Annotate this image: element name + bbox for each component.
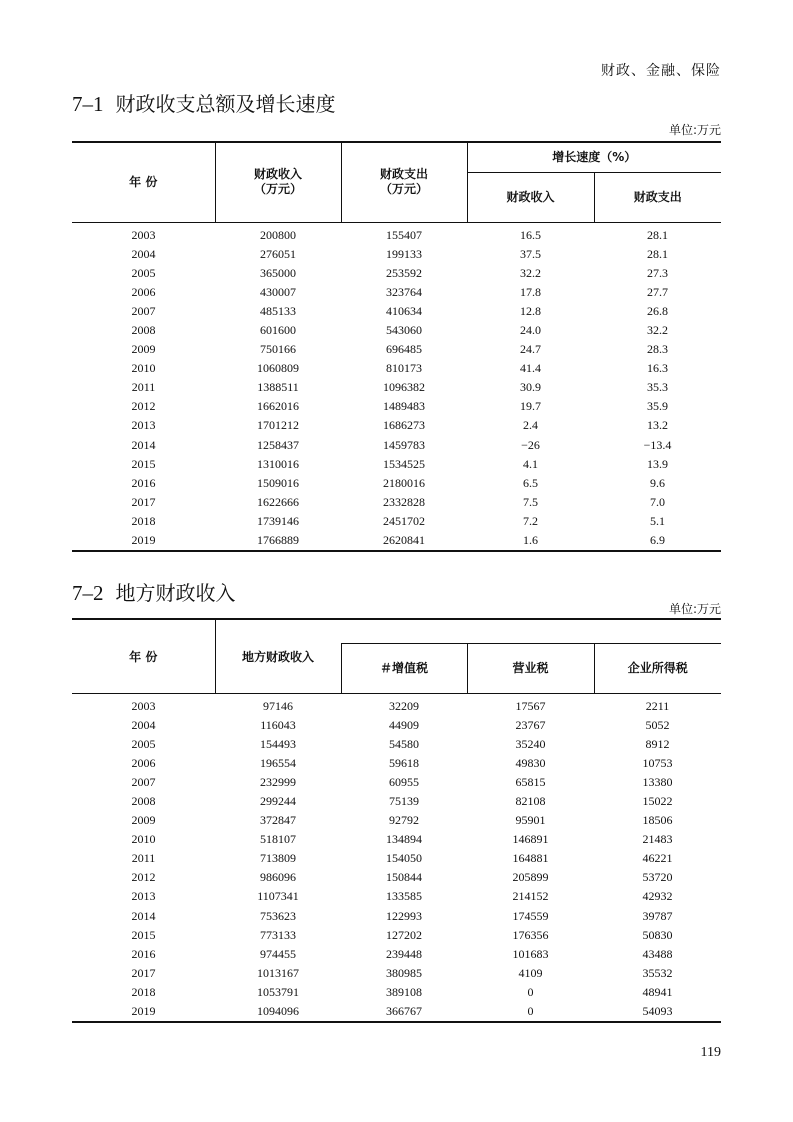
table-cell: 134894 xyxy=(386,832,422,847)
table-cell: 42932 xyxy=(642,889,673,904)
table-cell: 485133 xyxy=(260,303,296,318)
table-row xyxy=(72,964,721,983)
page-number: 119 xyxy=(700,1045,721,1060)
table-cell: 7.2 xyxy=(523,513,538,528)
table-cell: 753623 xyxy=(260,908,296,923)
table-cell: 43488 xyxy=(642,946,673,961)
table-cell: 13380 xyxy=(642,774,673,789)
table-cell: −26 xyxy=(521,437,540,452)
table-cell: 2015 xyxy=(131,927,156,942)
table-cell: 713809 xyxy=(260,851,296,866)
table-cell: 13.9 xyxy=(647,456,668,471)
table-row xyxy=(72,493,721,512)
table-cell: 19.7 xyxy=(520,399,541,414)
header-revenue-line1: 财政收入 xyxy=(253,167,302,182)
table-cell: 92792 xyxy=(389,813,419,828)
table-cell: 4.1 xyxy=(523,456,538,471)
header-vat: ＃增值税 xyxy=(341,643,467,693)
table-cell: 154050 xyxy=(386,851,422,866)
table-row xyxy=(72,792,721,811)
table-cell: 164881 xyxy=(512,851,549,866)
table-cell: 1388511 xyxy=(257,380,299,395)
table-cell: 50830 xyxy=(642,927,673,942)
table1-unit: 单位:万元 xyxy=(668,123,721,137)
table-row xyxy=(72,378,721,397)
table-cell: 2016 xyxy=(131,946,156,961)
local-revenue-body xyxy=(72,693,721,1022)
table-cell: 6.5 xyxy=(523,475,538,490)
table-cell: 2018 xyxy=(131,984,156,999)
table-cell: 2014 xyxy=(131,908,156,923)
table-cell: 0 xyxy=(527,984,534,999)
table-cell: 2451702 xyxy=(383,513,425,528)
table-cell: 176356 xyxy=(512,927,549,942)
table-cell: 154493 xyxy=(260,736,296,751)
table-cell: 2010 xyxy=(131,361,156,376)
table2-unit: 单位:万元 xyxy=(668,602,721,616)
table-cell: 696485 xyxy=(386,342,422,357)
table-cell: 21483 xyxy=(642,832,673,847)
table-cell: 2.4 xyxy=(523,418,538,433)
table-cell: 0 xyxy=(467,1002,594,1022)
table-cell: 2008 xyxy=(131,793,156,808)
table-cell: 1013167 xyxy=(257,965,299,980)
table1-number: 7–1 xyxy=(72,92,104,116)
table-cell: 155407 xyxy=(386,227,422,242)
table-cell: 35.9 xyxy=(647,399,668,414)
table-row xyxy=(72,222,721,245)
header-revenue xyxy=(215,142,341,222)
table-row xyxy=(72,474,721,493)
table-cell: 253592 xyxy=(386,265,422,280)
table-cell: 127202 xyxy=(386,927,422,942)
table-cell: 7.0 xyxy=(650,494,665,509)
table-cell: 2014 xyxy=(131,437,156,452)
table-cell: 39787 xyxy=(642,908,673,923)
table-cell: 750166 xyxy=(260,342,296,357)
table-cell: 205899 xyxy=(512,870,549,885)
fiscal-totals-body xyxy=(72,222,721,551)
table-cell: 2006 xyxy=(131,284,156,299)
table-cell: 95901 xyxy=(515,813,546,828)
table-cell: 41.4 xyxy=(520,361,541,376)
table-cell: 37.5 xyxy=(520,246,541,261)
table-cell: 365000 xyxy=(260,265,296,280)
table-cell: 2006 xyxy=(131,755,156,770)
table-cell: 2005 xyxy=(131,265,156,280)
table-cell: 2012 xyxy=(131,870,156,885)
table-cell: 1310016 xyxy=(257,456,299,471)
table-cell: 44909 xyxy=(389,717,419,732)
table-cell: 54580 xyxy=(389,736,419,751)
table-cell: −13.4 xyxy=(643,437,672,452)
table-cell: 32.2 xyxy=(520,265,541,280)
table-row xyxy=(72,264,721,283)
fiscal-totals-table xyxy=(72,141,721,552)
table-cell: 49830 xyxy=(515,755,546,770)
table-cell: 13.2 xyxy=(647,418,668,433)
table-cell: 1489483 xyxy=(383,399,425,414)
table-cell: 1053791 xyxy=(257,984,299,999)
table-cell: 2017 xyxy=(131,494,156,509)
table-row xyxy=(72,849,721,868)
table-cell: 1766889 xyxy=(215,531,341,551)
table-cell: 214152 xyxy=(512,889,549,904)
table-cell: 7.5 xyxy=(523,494,538,509)
table-cell: 2010 xyxy=(131,832,156,847)
table1-title-text: 财政收支总额及增长速度 xyxy=(115,92,336,116)
table-cell: 9.6 xyxy=(650,475,665,490)
table-cell: 28.3 xyxy=(647,342,668,357)
table-cell: 17567 xyxy=(515,698,546,713)
table-cell: 54093 xyxy=(594,1002,721,1022)
table-row xyxy=(72,397,721,416)
table-cell: 16.3 xyxy=(647,361,668,376)
table-cell: 15022 xyxy=(642,793,673,808)
table-row xyxy=(72,340,721,359)
table-cell: 10753 xyxy=(642,755,673,770)
header-year: 年 份 xyxy=(72,619,215,693)
table-row xyxy=(72,868,721,887)
table-cell: 2620841 xyxy=(341,531,467,551)
table-cell: 6.9 xyxy=(594,531,721,551)
table-cell: 174559 xyxy=(512,908,549,923)
table-cell: 2009 xyxy=(131,342,156,357)
table-cell: 2005 xyxy=(131,736,156,751)
header-year: 年 份 xyxy=(72,142,215,222)
table-cell: 410634 xyxy=(386,303,422,318)
table-cell: 35.3 xyxy=(647,380,668,395)
table-cell: 199133 xyxy=(386,246,422,261)
header-growth-expenditure: 财政支出 xyxy=(594,172,721,222)
table-cell: 2011 xyxy=(131,380,156,395)
table-row xyxy=(72,455,721,474)
table2-title xyxy=(72,577,236,606)
header-business-tax: 营业税 xyxy=(467,643,594,693)
table-cell: 1094096 xyxy=(215,1002,341,1022)
table-row xyxy=(72,416,721,435)
table-cell: 1739146 xyxy=(257,513,299,528)
table-cell: 2003 xyxy=(131,227,156,242)
table-row xyxy=(72,716,721,735)
table-cell: 2018 xyxy=(131,513,156,528)
table-row xyxy=(72,1002,721,1022)
table-cell: 2011 xyxy=(131,851,156,866)
table-row xyxy=(72,983,721,1002)
table-cell: 2007 xyxy=(131,774,156,789)
table-cell: 65815 xyxy=(515,774,546,789)
table-cell: 28.1 xyxy=(647,227,668,242)
table-row xyxy=(72,245,721,264)
table-cell: 60955 xyxy=(389,774,419,789)
table-cell: 27.7 xyxy=(647,284,668,299)
table-cell: 35532 xyxy=(642,965,673,980)
table-cell: 32209 xyxy=(389,698,419,713)
table-cell: 150844 xyxy=(386,870,422,885)
table-cell: 2013 xyxy=(131,418,156,433)
table2-title-text: 地方财政收入 xyxy=(115,581,236,605)
table-row xyxy=(72,359,721,378)
table-cell: 974455 xyxy=(260,946,296,961)
table-cell: 2004 xyxy=(131,246,156,261)
table-cell: 196554 xyxy=(260,755,296,770)
table-cell: 2003 xyxy=(131,698,156,713)
table-cell: 122993 xyxy=(386,908,422,923)
table-row xyxy=(72,693,721,716)
table-cell: 2013 xyxy=(131,889,156,904)
table-row xyxy=(72,321,721,340)
table-cell: 1686273 xyxy=(383,418,425,433)
table-cell: 2007 xyxy=(131,303,156,318)
table-cell: 1060809 xyxy=(257,361,299,376)
table-cell: 32.2 xyxy=(647,322,668,337)
table-cell: 2008 xyxy=(131,322,156,337)
table-cell: 24.7 xyxy=(520,342,541,357)
table-cell: 2180016 xyxy=(383,475,425,490)
table-cell: 1534525 xyxy=(383,456,425,471)
table-cell: 28.1 xyxy=(647,246,668,261)
table1-title xyxy=(72,88,336,117)
table-cell: 30.9 xyxy=(520,380,541,395)
table-row xyxy=(72,283,721,302)
table-row xyxy=(72,907,721,926)
table-row xyxy=(72,773,721,792)
header-growth-revenue: 财政收入 xyxy=(467,172,594,222)
table-cell: 1.6 xyxy=(467,531,594,551)
table-row xyxy=(72,531,721,551)
table-cell: 1509016 xyxy=(257,475,299,490)
table-row xyxy=(72,754,721,773)
table-cell: 200800 xyxy=(260,227,296,242)
table-cell: 97146 xyxy=(263,698,293,713)
table-row xyxy=(72,830,721,849)
table-cell: 372847 xyxy=(260,813,296,828)
header-corporate-tax: 企业所得税 xyxy=(594,643,721,693)
table-row xyxy=(72,811,721,830)
table2-number: 7–2 xyxy=(72,581,104,605)
table-row xyxy=(72,302,721,321)
table-cell: 810173 xyxy=(386,361,422,376)
table-row xyxy=(72,887,721,906)
table-cell: 1107341 xyxy=(257,889,299,904)
table-cell: 75139 xyxy=(389,793,419,808)
table-row xyxy=(72,436,721,455)
table-cell: 1096382 xyxy=(383,380,425,395)
table-cell: 299244 xyxy=(260,793,296,808)
table-cell: 12.8 xyxy=(520,303,541,318)
table-cell: 8912 xyxy=(645,736,670,751)
table-cell: 2017 xyxy=(131,965,156,980)
table-cell: 2332828 xyxy=(383,494,425,509)
table-cell: 2019 xyxy=(72,1002,215,1022)
table-cell: 17.8 xyxy=(520,284,541,299)
table-cell: 2211 xyxy=(645,698,670,713)
table-cell: 146891 xyxy=(512,832,549,847)
table-cell: 366767 xyxy=(341,1002,467,1022)
header-revenue-line2: （万元） xyxy=(253,182,302,197)
header-growth: 增长速度（%） xyxy=(467,142,721,172)
table-cell: 101683 xyxy=(512,946,549,961)
table-cell: 323764 xyxy=(386,284,422,299)
table-cell: 2019 xyxy=(72,531,215,551)
table-cell: 53720 xyxy=(642,870,673,885)
table-cell: 35240 xyxy=(515,736,546,751)
header-expenditure-line2: （万元） xyxy=(379,182,428,197)
table-cell: 48941 xyxy=(642,984,673,999)
header-expenditure xyxy=(341,142,467,222)
table-cell: 380985 xyxy=(386,965,422,980)
table-cell: 2009 xyxy=(131,813,156,828)
table-cell: 24.0 xyxy=(520,322,541,337)
table-cell: 276051 xyxy=(260,246,296,261)
table-cell: 2004 xyxy=(131,717,156,732)
table-cell: 389108 xyxy=(386,984,422,999)
table-cell: 1701212 xyxy=(257,418,299,433)
table-cell: 4109 xyxy=(518,965,543,980)
table-cell: 1258437 xyxy=(257,437,299,452)
table-cell: 1662016 xyxy=(257,399,299,414)
table-cell: 59618 xyxy=(389,755,419,770)
table-cell: 27.3 xyxy=(647,265,668,280)
table-cell: 430007 xyxy=(260,284,296,299)
table-cell: 5.1 xyxy=(650,513,665,528)
running-head: 财政、金融、保险 xyxy=(601,63,721,79)
local-revenue-table xyxy=(72,618,721,1023)
table-cell: 26.8 xyxy=(647,303,668,318)
table-cell: 601600 xyxy=(260,322,296,337)
table-cell: 773133 xyxy=(260,927,296,942)
table-cell: 18506 xyxy=(642,813,673,828)
header-expenditure-line1: 财政支出 xyxy=(379,167,428,182)
table-cell: 23767 xyxy=(515,717,546,732)
table-row xyxy=(72,512,721,531)
table-row xyxy=(72,926,721,945)
table-row xyxy=(72,735,721,754)
table-cell: 518107 xyxy=(260,832,296,847)
table-row xyxy=(72,945,721,964)
table-cell: 82108 xyxy=(515,793,546,808)
table-cell: 2012 xyxy=(131,399,156,414)
table-cell: 16.5 xyxy=(520,227,541,242)
table-cell: 239448 xyxy=(386,946,422,961)
table-cell: 1459783 xyxy=(383,437,425,452)
table-cell: 116043 xyxy=(260,717,296,732)
table-cell: 543060 xyxy=(386,322,422,337)
table-cell: 133585 xyxy=(386,889,422,904)
header-local-revenue: 地方财政收入 xyxy=(215,619,341,693)
table-cell: 46221 xyxy=(642,851,673,866)
table-cell: 5052 xyxy=(645,717,670,732)
table-cell: 2015 xyxy=(131,456,156,471)
table-cell: 986096 xyxy=(260,870,296,885)
table-cell: 232999 xyxy=(260,774,296,789)
table-cell: 1622666 xyxy=(257,494,299,509)
table-cell: 2016 xyxy=(131,475,156,490)
